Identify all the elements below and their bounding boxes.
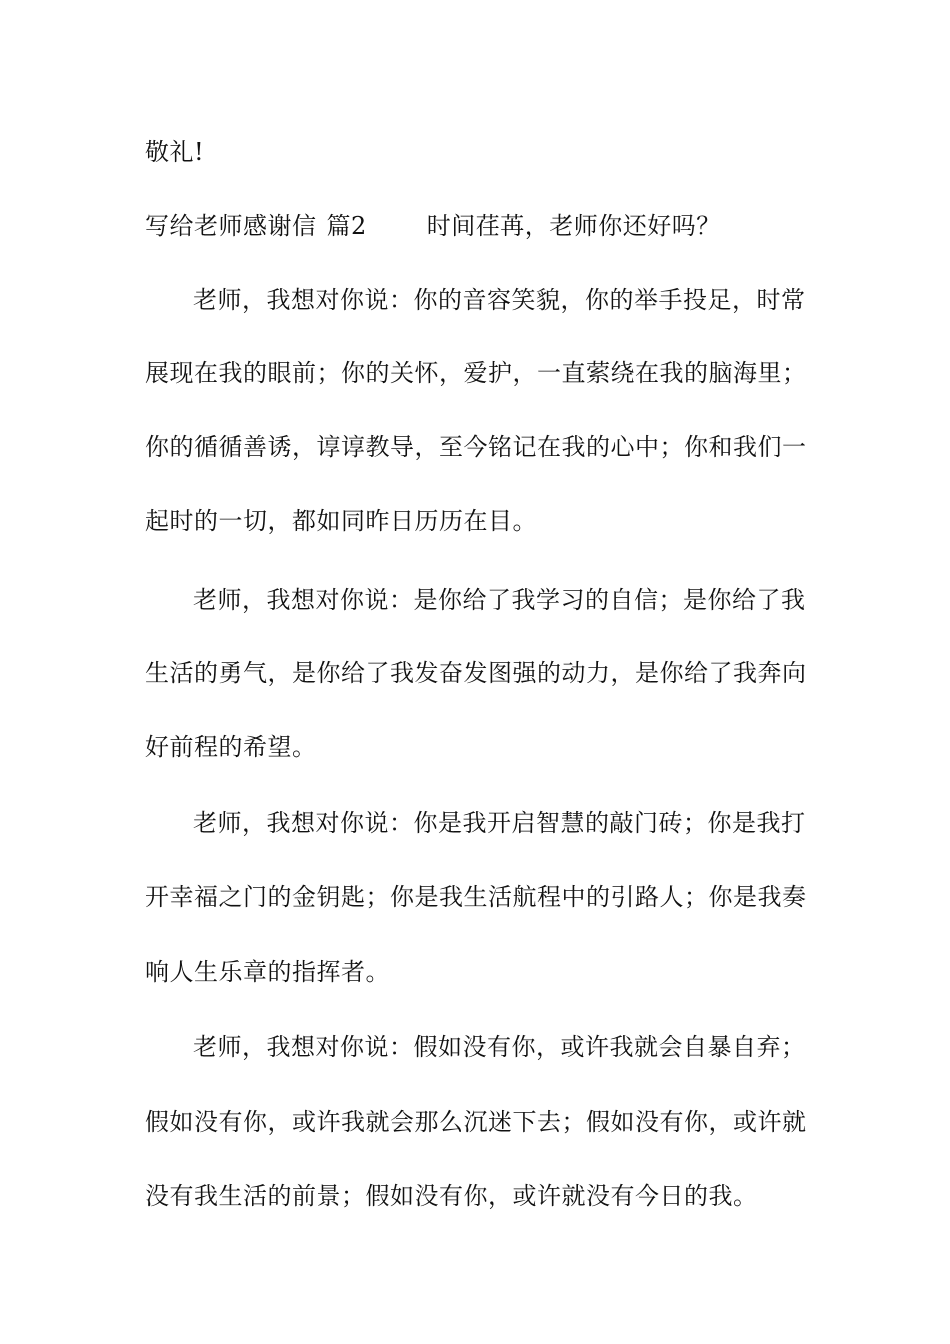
paragraph-line: 老师，我想对你说：假如没有你，或许我就会自暴自弃； [193, 1033, 806, 1061]
heading-subtitle: 时间荏苒，老师你还好吗？ [426, 212, 721, 240]
paragraph-line: 好前程的希望。 [145, 733, 317, 761]
paragraph-line: 生活的勇气，是你给了我发奋发图强的动力，是你给了我奔向 [145, 659, 807, 687]
paragraph-line: 展现在我的眼前；你的关怀，爱护，一直萦绕在我的脑海里； [145, 359, 807, 387]
closing-line: 敬礼! [145, 138, 205, 166]
paragraph-line: 你的循循善诱，谆谆教导，至今铭记在我的心中；你和我们一 [145, 433, 807, 461]
paragraph-line: 起时的一切，都如同昨日历历在目。 [145, 507, 537, 535]
heading-section: 篇2 [326, 212, 367, 240]
paragraph-line: 开幸福之门的金钥匙；你是我生活航程中的引路人；你是我奏 [145, 883, 807, 911]
paragraph-line: 假如没有你，或许我就会那么沉迷下去；假如没有你，或许就 [145, 1108, 807, 1136]
heading-title: 写给老师感谢信 [145, 212, 317, 240]
paragraph-line: 老师，我想对你说：你是我开启智慧的敲门砖；你是我打 [193, 809, 806, 837]
paragraph-line: 老师，我想对你说：是你给了我学习的自信；是你给了我 [193, 586, 806, 614]
paragraph-line: 响人生乐章的指挥者。 [145, 958, 390, 986]
paragraph-line: 老师，我想对你说：你的音容笑貌，你的举手投足，时常 [193, 286, 806, 314]
section-heading [145, 210, 810, 242]
paragraph-line: 没有我生活的前景；假如没有你，或许就没有今日的我。 [145, 1182, 758, 1210]
